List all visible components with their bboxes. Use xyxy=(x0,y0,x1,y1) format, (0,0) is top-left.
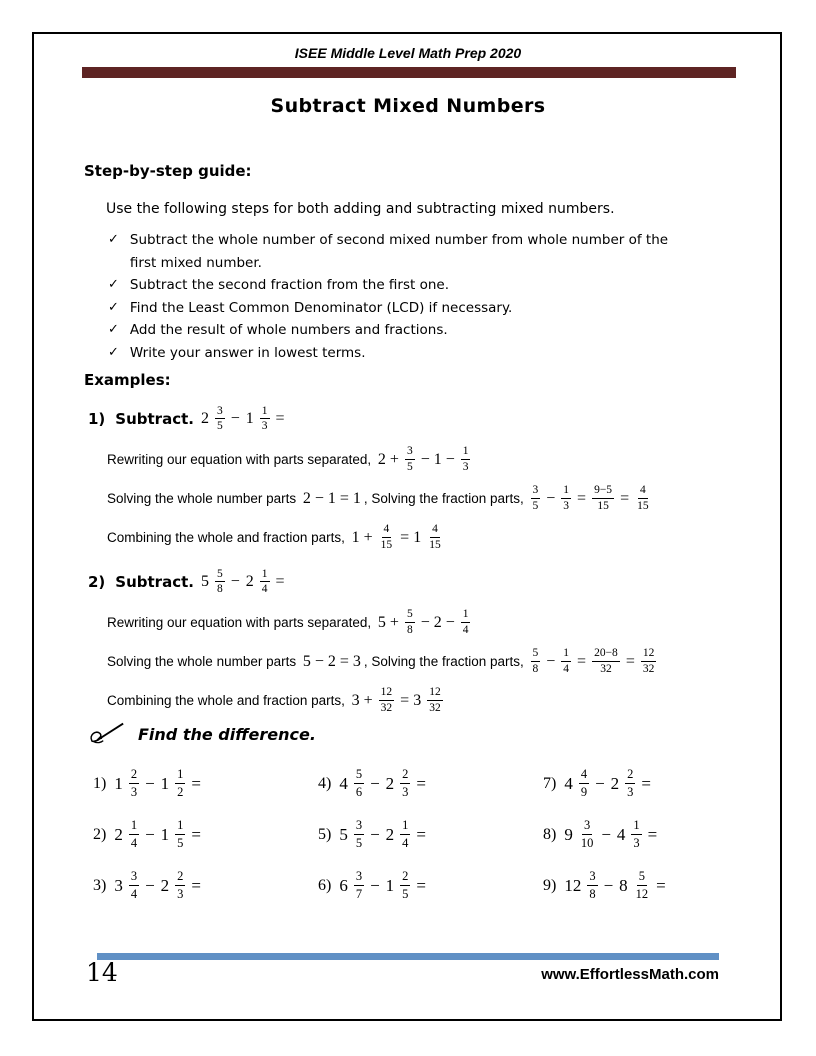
math-text: − xyxy=(145,773,155,793)
fraction xyxy=(400,869,410,902)
math-text: 5 − 2 = 3 xyxy=(302,652,361,670)
math-text: 3 xyxy=(114,875,123,895)
plain-text: Rewriting our equation with parts separated, xyxy=(107,452,375,467)
fraction-denominator: 12 xyxy=(635,886,649,901)
math-text: 12 xyxy=(564,875,582,895)
guide-step-text: Add the result of whole numbers and fractions. xyxy=(129,322,448,338)
problem-number: 3) xyxy=(93,876,107,894)
fraction xyxy=(592,646,620,676)
fraction-denominator: 3 xyxy=(177,886,184,901)
fraction xyxy=(631,818,641,851)
example-number: 1) xyxy=(88,410,106,428)
math-text: 2 xyxy=(610,773,620,793)
math-text: 2 − 1 = 1 xyxy=(302,489,361,507)
math-text: = xyxy=(416,824,427,844)
fraction xyxy=(400,767,410,800)
fraction xyxy=(427,685,443,715)
website-link[interactable]: www.EffortlessMath.com xyxy=(541,966,719,983)
fraction xyxy=(579,767,589,800)
math-text: 2 xyxy=(200,410,209,427)
guide-step xyxy=(108,342,680,365)
math-text: 9 xyxy=(564,824,573,844)
example-solution-line xyxy=(107,479,738,518)
fraction-denominator: 10 xyxy=(580,835,594,850)
fraction-numerator: 2 xyxy=(400,869,410,886)
fraction-denominator: 32 xyxy=(429,701,441,714)
fraction-numerator: 12 xyxy=(427,685,443,700)
fraction-denominator: 8 xyxy=(532,662,539,675)
fraction-numerator: 5 xyxy=(215,567,225,582)
header-rule xyxy=(82,67,736,78)
fraction xyxy=(215,404,225,434)
fraction xyxy=(175,818,185,851)
problem-number: 5) xyxy=(318,825,332,843)
fraction-denominator: 3 xyxy=(633,835,640,850)
fraction xyxy=(379,685,395,715)
fraction-denominator: 8 xyxy=(406,623,413,636)
fraction xyxy=(579,818,596,851)
guide-step xyxy=(108,297,680,320)
example-label: Subtract. xyxy=(115,410,194,428)
exercise-problem xyxy=(318,818,543,851)
checkmark-icon: ✓ xyxy=(108,232,119,247)
fraction-numerator: 1 xyxy=(631,818,641,835)
fraction-denominator: 5 xyxy=(532,499,539,512)
guide-step-text: Write your answer in lowest terms. xyxy=(129,344,366,361)
fraction-numerator: 5 xyxy=(405,607,415,622)
fraction-denominator: 3 xyxy=(563,499,570,512)
fraction-denominator: 32 xyxy=(642,662,655,675)
plain-text: Combining the whole and fraction parts, xyxy=(107,693,349,708)
example-solution-line xyxy=(107,642,738,681)
plain-text: , Solving the fraction parts, xyxy=(363,491,528,506)
math-text: = xyxy=(577,652,587,670)
fraction-denominator: 5 xyxy=(402,886,409,901)
exercise-problem xyxy=(543,818,748,851)
math-text: − xyxy=(595,773,605,793)
math-text: − xyxy=(230,410,240,427)
problem-number: 1) xyxy=(93,774,107,792)
fraction-numerator: 1 xyxy=(461,444,471,459)
fraction-numerator: 1 xyxy=(129,818,139,835)
math-text: = xyxy=(191,824,202,844)
fraction-denominator: 8 xyxy=(216,583,223,596)
math-text: = xyxy=(275,573,285,590)
fraction xyxy=(379,522,395,552)
fraction xyxy=(175,869,185,902)
fraction xyxy=(405,444,415,474)
plain-text: , Solving the fraction parts, xyxy=(363,654,528,669)
math-text: − xyxy=(601,824,611,844)
math-text: 3 + xyxy=(351,691,373,709)
fraction-numerator: 12 xyxy=(641,646,657,661)
math-text: = xyxy=(191,773,202,793)
math-text: 2 xyxy=(114,824,123,844)
fraction-denominator: 5 xyxy=(216,420,223,433)
problem-number: 4) xyxy=(318,774,332,792)
fraction xyxy=(175,767,185,800)
fraction xyxy=(634,869,651,902)
fraction-denominator: 15 xyxy=(429,538,441,551)
book-title: ISEE Middle Level Math Prep 2020 xyxy=(294,45,522,61)
fraction-denominator: 4 xyxy=(130,886,138,901)
checkmark-icon: ✓ xyxy=(108,277,119,292)
fraction xyxy=(641,646,657,676)
fraction-denominator: 4 xyxy=(130,835,138,850)
fraction xyxy=(129,818,139,851)
checkmark-icon: ✓ xyxy=(108,299,119,315)
fraction-numerator: 3 xyxy=(531,483,541,498)
fraction xyxy=(354,818,364,851)
exercise-problem xyxy=(318,869,543,902)
problem-number: 2) xyxy=(93,825,107,843)
fraction xyxy=(260,404,270,434)
math-text: = xyxy=(620,489,630,507)
fraction-numerator: 2 xyxy=(625,767,635,784)
writing-hand-icon xyxy=(88,721,126,747)
fraction-numerator: 4 xyxy=(638,483,648,498)
math-text: = xyxy=(416,773,427,793)
math-text: 4 xyxy=(616,824,626,844)
fraction xyxy=(531,483,541,513)
fraction-numerator: 1 xyxy=(175,767,185,784)
exercise-grid xyxy=(93,758,748,911)
example-solution-line xyxy=(107,681,738,720)
math-text: − xyxy=(145,875,155,895)
math-text: − xyxy=(370,875,380,895)
fraction-numerator: 20−8 xyxy=(592,646,620,661)
example-label: Subtract. xyxy=(115,573,194,591)
fraction xyxy=(129,767,139,800)
math-text: − xyxy=(546,652,556,670)
fraction-numerator: 1 xyxy=(260,404,270,419)
math-text: 1 xyxy=(160,824,170,844)
exercise-problem xyxy=(543,767,748,800)
fraction-numerator: 2 xyxy=(400,767,410,784)
fraction-numerator: 3 xyxy=(215,404,225,419)
fraction-numerator: 3 xyxy=(354,869,364,886)
problem-number: 9) xyxy=(543,876,557,894)
guide-step xyxy=(108,274,680,297)
fraction-denominator: 4 xyxy=(462,623,469,636)
footer-rule xyxy=(97,953,719,960)
math-text: 6 xyxy=(339,875,348,895)
fraction xyxy=(215,567,225,597)
fraction-numerator: 3 xyxy=(587,869,597,886)
page-title: Subtract Mixed Numbers xyxy=(270,95,546,117)
plain-text: Combining the whole and fraction parts, xyxy=(107,530,349,545)
fraction xyxy=(129,869,139,902)
example-solution-line xyxy=(107,603,738,642)
examples-section xyxy=(88,398,738,724)
math-text: 1 xyxy=(114,773,123,793)
fraction xyxy=(260,567,270,597)
fraction-numerator: 4 xyxy=(430,522,440,537)
fraction-denominator: 5 xyxy=(177,835,184,850)
math-text: = xyxy=(275,410,285,427)
math-text: − xyxy=(370,773,380,793)
math-text: 2 xyxy=(385,773,395,793)
exercise-header xyxy=(88,719,316,749)
fraction-denominator: 32 xyxy=(600,662,612,675)
example-number: 2) xyxy=(88,573,106,591)
fraction-numerator: 12 xyxy=(379,685,395,700)
examples-heading: Examples: xyxy=(84,371,171,389)
math-text: 5 xyxy=(200,573,209,590)
fraction-numerator: 3 xyxy=(354,818,364,835)
fraction-numerator: 1 xyxy=(175,818,185,835)
math-text: − 1 − xyxy=(420,450,455,468)
math-text: = 1 xyxy=(400,528,422,546)
fraction xyxy=(531,646,541,676)
guide-step xyxy=(108,229,680,274)
fraction xyxy=(354,767,364,800)
math-text: = xyxy=(191,875,202,895)
fraction xyxy=(625,767,635,800)
guide-steps-list xyxy=(108,229,680,364)
problem-number: 6) xyxy=(318,876,332,894)
math-text: − xyxy=(370,824,380,844)
guide-step-text: Find the Least Common Denominator (LCD) if necessary. xyxy=(129,299,513,316)
fraction xyxy=(592,483,614,513)
fraction-numerator: 2 xyxy=(175,869,185,886)
math-text: 1 + xyxy=(351,528,373,546)
fraction-numerator: 3 xyxy=(129,869,139,886)
math-text: = xyxy=(416,875,427,895)
exercise-problem xyxy=(93,869,318,902)
fraction xyxy=(461,444,471,474)
checkmark-icon: ✓ xyxy=(108,344,119,360)
fraction-denominator: 6 xyxy=(355,784,363,799)
plain-text: Solving the whole number parts xyxy=(107,654,300,669)
fraction xyxy=(354,869,364,902)
fraction-denominator: 3 xyxy=(627,784,634,799)
fraction xyxy=(427,522,443,552)
plain-text: Rewriting our equation with parts separated, xyxy=(107,615,375,630)
math-text: = xyxy=(656,875,666,895)
fraction-numerator: 9−5 xyxy=(592,483,614,498)
fraction-denominator: 2 xyxy=(177,784,184,799)
fraction xyxy=(405,607,415,637)
guide-step xyxy=(108,319,680,342)
math-text: 2 xyxy=(160,875,170,895)
math-text: = 3 xyxy=(400,691,422,709)
math-text: = xyxy=(577,489,587,507)
fraction-denominator: 15 xyxy=(380,538,393,551)
math-text: − xyxy=(546,489,556,507)
fraction-numerator: 1 xyxy=(561,646,571,661)
math-text: 1 xyxy=(245,410,254,427)
fraction-denominator: 4 xyxy=(261,583,268,596)
math-text: 2 xyxy=(385,824,395,844)
fraction-numerator: 5 xyxy=(354,767,364,784)
exercise-problem xyxy=(318,767,543,800)
guide-intro: Use the following steps for both adding and subtracting mixed numbers. xyxy=(106,201,615,217)
fraction xyxy=(635,483,651,513)
fraction-denominator: 4 xyxy=(402,835,409,850)
example-solution-line xyxy=(107,518,738,557)
problem-number: 7) xyxy=(543,774,557,792)
fraction-numerator: 5 xyxy=(637,869,647,886)
math-text: = xyxy=(641,773,652,793)
plain-text: Solving the whole number parts xyxy=(107,491,300,506)
fraction xyxy=(561,483,571,513)
fraction-denominator: 9 xyxy=(580,784,588,799)
example-solution-line xyxy=(107,440,738,479)
math-text: − 2 − xyxy=(420,613,455,631)
math-text: − xyxy=(603,875,614,895)
fraction-numerator: 1 xyxy=(260,567,270,582)
fraction-denominator: 8 xyxy=(589,886,596,901)
math-text: 1 xyxy=(385,875,395,895)
fraction-denominator: 15 xyxy=(597,499,609,512)
guide-heading: Step-by-step guide: xyxy=(84,162,252,180)
fraction-denominator: 5 xyxy=(406,460,413,473)
fraction xyxy=(461,607,471,637)
exercise-problem xyxy=(543,869,748,902)
math-text: − xyxy=(230,573,240,590)
math-text: 1 xyxy=(160,773,170,793)
fraction-numerator: 4 xyxy=(579,767,589,784)
math-text: 4 xyxy=(564,773,573,793)
math-text: − xyxy=(145,824,155,844)
fraction-numerator: 1 xyxy=(400,818,410,835)
problem-number: 8) xyxy=(543,825,557,843)
checkmark-icon: ✓ xyxy=(108,322,119,337)
fraction-numerator: 3 xyxy=(582,818,592,835)
math-text: = xyxy=(625,652,635,670)
fraction-denominator: 7 xyxy=(355,886,363,901)
fraction-numerator: 1 xyxy=(561,483,571,498)
fraction-numerator: 1 xyxy=(461,607,471,622)
example-problem xyxy=(88,398,738,440)
worked-example xyxy=(88,561,738,720)
exercise-problem xyxy=(93,767,318,800)
math-text: 8 xyxy=(619,875,628,895)
worked-example xyxy=(88,398,738,557)
math-text: 5 + xyxy=(377,613,399,631)
fraction-denominator: 3 xyxy=(402,784,409,799)
example-problem xyxy=(88,561,738,603)
fraction xyxy=(400,818,410,851)
exercise-problem xyxy=(93,818,318,851)
page-number: 14 xyxy=(86,958,118,987)
fraction-numerator: 5 xyxy=(531,646,541,661)
fraction xyxy=(587,869,597,902)
math-text: 2 xyxy=(245,573,254,590)
fraction-denominator: 4 xyxy=(563,662,570,675)
fraction-numerator: 3 xyxy=(405,444,415,459)
math-text: = xyxy=(647,824,658,844)
fraction-denominator: 15 xyxy=(637,499,649,512)
fraction xyxy=(561,646,571,676)
math-text: 2 + xyxy=(377,450,399,468)
math-text: 4 xyxy=(339,773,348,793)
fraction-numerator: 2 xyxy=(129,767,139,784)
math-text: 5 xyxy=(339,824,348,844)
fraction-denominator: 3 xyxy=(261,420,268,433)
fraction-denominator: 3 xyxy=(462,460,469,473)
fraction-denominator: 32 xyxy=(380,701,393,714)
fraction-denominator: 3 xyxy=(130,784,138,799)
exercise-heading: Find the difference. xyxy=(138,724,316,744)
guide-step-text: Subtract the second fraction from the first one. xyxy=(129,277,449,293)
guide-step-text: Subtract the whole number of second mixed number from whole number of the first mixed number. xyxy=(129,232,669,271)
fraction-numerator: 4 xyxy=(382,522,392,537)
fraction-denominator: 5 xyxy=(355,835,363,850)
